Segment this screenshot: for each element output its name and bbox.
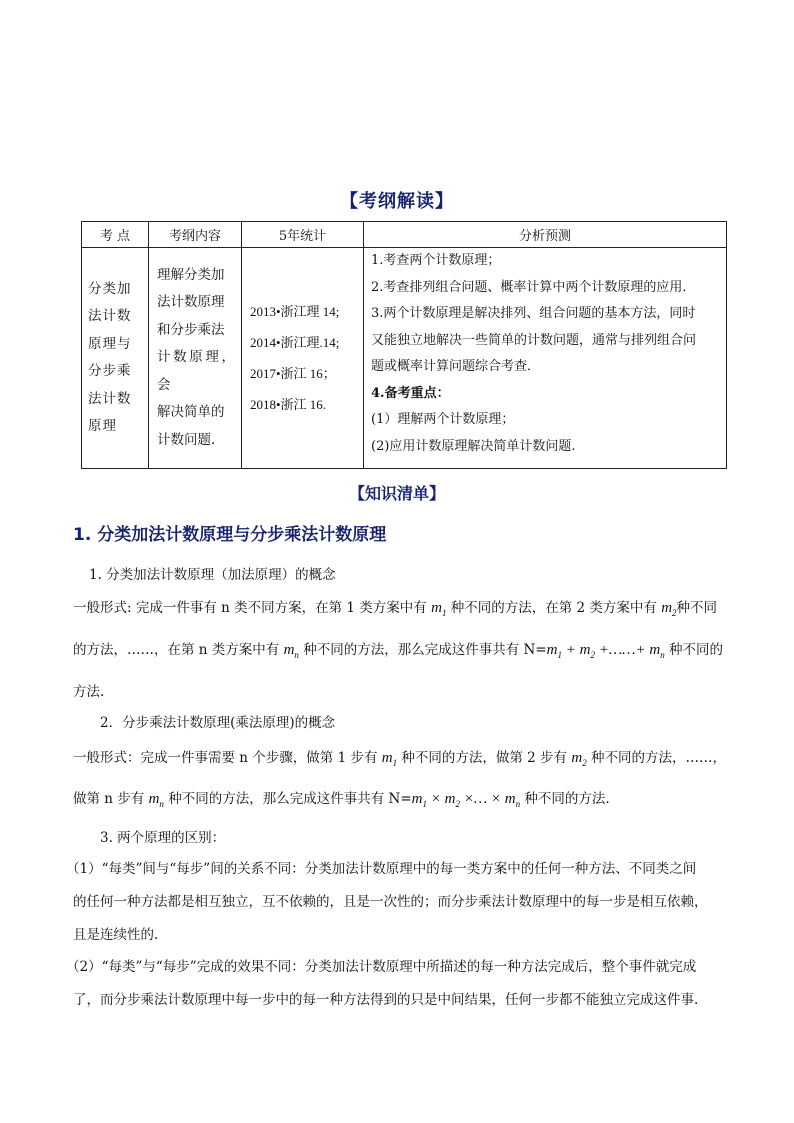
difference-1-line-3: 且是连续性的.: [73, 927, 159, 943]
math-mn: $m_n$: [283, 642, 299, 660]
analysis-cell: [364, 248, 727, 469]
difference-1-line-1: （1）“每类”间与“每步”间的关系不同：分类加法计数原理中的每一类方案中的任何一种方法、不同类之间: [66, 861, 697, 877]
text-run: 种不同的方法，那么完成这件事共有 N=: [303, 642, 547, 658]
focus-label: 4.备考重点：: [371, 385, 450, 401]
difference-1-line-2: 的任何一种方法都是相互独立，互不依赖的，且是一次性的；而分步乘法计数原理中的每一步是相互依赖，: [73, 894, 708, 910]
add-paragraph-line-3: 方法.: [73, 684, 105, 700]
math-product: $m_1 \times m_2$ ×… × $m_n$: [411, 791, 521, 809]
mul-paragraph-line-2: [73, 787, 610, 809]
stats-line: 2014•浙江理.14;: [250, 335, 340, 350]
text-run: 一般形式: 完成一件事有 n 类不同方案，在第 1 类方案中有: [73, 600, 427, 616]
syllabus-table: [81, 221, 727, 469]
math-mn: $m_n$: [148, 791, 164, 809]
focus-item: (2)应用计数原理解决简单计数问题.: [371, 438, 576, 454]
topic-line: 分类加: [88, 280, 132, 297]
header-stats: 5年统计: [242, 222, 364, 248]
table-header-row: [82, 222, 727, 248]
text-run: 种不同的方法，在第 2 类方案中有: [450, 600, 657, 616]
header-content: 考纲内容: [149, 222, 242, 248]
math-m2: $m_2$: [571, 750, 587, 768]
add-paragraph-line-2: [73, 638, 723, 660]
exam-outline-title: 【考纲解读】: [340, 191, 454, 212]
content-line: 解决简单的: [157, 404, 225, 421]
add-paragraph-line-1: [73, 596, 717, 618]
text-run: 种不同的方法.: [524, 791, 610, 807]
stats-cell: [242, 248, 364, 469]
content-cell: [149, 248, 242, 469]
analysis-line: 1.考查两个计数原理；: [371, 253, 501, 268]
mul-principle-heading: 2．分步乘法计数原理(乘法原理)的概念: [100, 715, 336, 731]
analysis-line: 又能独立地解决一些简单的计数问题，通常与排列组合问: [371, 332, 697, 348]
math-sum: $m_1 + m_2$ +……+ $m_n$: [546, 642, 665, 660]
content-line: 法计数原理: [157, 294, 225, 311]
content-line: 理解分类加: [157, 266, 225, 283]
difference-heading: 3. 两个原理的区别：: [100, 830, 226, 846]
difference-2-line-2: 了，而分步乘法计数原理中每一步中的每一种方法得到的只是中间结果，任何一步都不能独立完成这件事.: [73, 992, 699, 1008]
content-line: 和分步乘法: [157, 321, 225, 338]
stats-line: 2017•浙江 16；: [250, 366, 336, 381]
focus-item: (1）理解两个计数原理；: [371, 412, 515, 427]
math-m1: $m_1$: [381, 750, 398, 768]
topic-line: 法计数: [88, 390, 132, 407]
content-line: 计数原理，会: [157, 349, 235, 393]
analysis-line: 3.两个计数原理是解决排列、组合问题的基本方法，同时: [371, 306, 696, 321]
difference-2-line-1: （2）“每类”与“每步”完成的效果不同：分类加法计数原理中所描述的每一种方法完成后，整个事件就完成: [66, 959, 697, 975]
text-run: 种不同: [676, 600, 718, 616]
text-run: 种不同的: [669, 642, 724, 658]
topic-cell: [82, 248, 149, 469]
text-run: 做第 n 步有: [73, 791, 145, 807]
content-line: 计数问题.: [157, 431, 216, 448]
stats-line: 2013•浙江理 14;: [250, 304, 340, 319]
add-principle-heading: 1. 分类加法计数原理（加法原理）的概念: [89, 567, 336, 583]
topic-line: 法计数: [88, 308, 132, 324]
header-analysis: 分析预测: [364, 222, 727, 248]
header-topic: 考 点: [82, 222, 149, 248]
mul-paragraph-line-1: [73, 746, 726, 768]
math-m1: $m_1$: [431, 600, 447, 618]
analysis-line: 2.考查排列组合问题、概率计算中两个计数原理的应用．: [371, 279, 696, 295]
text-run: 种不同的方法，做第 2 步有: [401, 750, 568, 766]
text-run: 种不同的方法，……，: [591, 750, 726, 766]
section-heading: 1. 分类加法计数原理与分步乘法计数原理: [73, 525, 387, 545]
stats-line: 2018•浙江 16.: [250, 397, 327, 412]
math-m2: $m_2$: [661, 600, 677, 618]
topic-line: 分步乘: [88, 363, 132, 379]
topic-line: 原理与: [88, 335, 132, 352]
table-row: [82, 248, 727, 469]
text-run: 的方法，……，在第 n 类方案中有: [73, 642, 280, 658]
topic-line: 原理: [88, 418, 117, 434]
knowledge-list-title: 【知识清单】: [348, 484, 445, 503]
text-run: 种不同的方法，那么完成这件事共有 N=: [168, 791, 412, 807]
text-run: 一般形式：完成一件事需要 n 个步骤，做第 1 步有: [73, 750, 378, 766]
analysis-line: 题或概率计算问题综合考查．: [371, 359, 541, 374]
